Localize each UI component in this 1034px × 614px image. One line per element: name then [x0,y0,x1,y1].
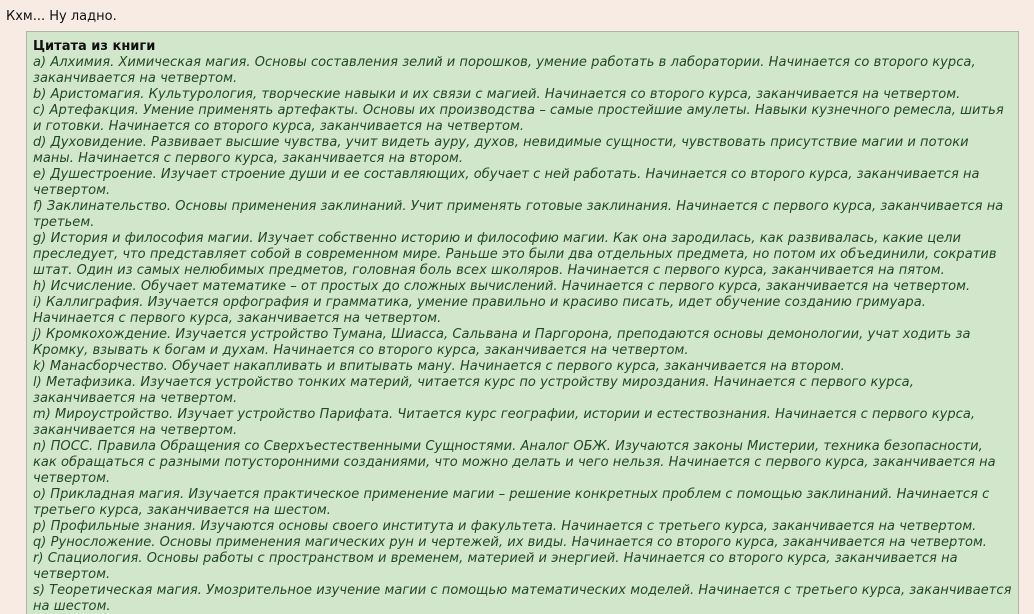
quote-line: f) Заклинательство. Основы применения заклинаний. Учит применять готовые заклинания. Начинается с первого курса, заканчивается на [33,199,1004,214]
quote-line: g) История и философия магии. Изучает собственно историю и философию магии. Как она зародилась, как развивалась, какие цели [33,231,961,246]
quote-line: r) Спациология. Основы работы с пространством и временем, материей и энергией. Начинается со второго курса, заканчивается на [33,551,958,566]
quote-line: j) Кромкохождение. Изучается устройство Тумана, Шиасса, Сальвана и Паргорона, преподаются основы демонологии, учат ходить за [33,327,971,342]
quote-line: четвертом. [33,471,111,486]
quote-title: Цитата из книги [33,39,156,54]
quote-line: d) Духовидение. Развивает высшие чувства, учит видеть ауру, духов, невидимые сущности, чувствовать присутствие магии и потоки [33,135,969,150]
book-quote-block [26,31,1019,614]
quote-line: b) Аристомагия. Культурология, творческие навыки и их связи с магией. Начинается со второго курса, заканчивается на четвертом. [33,87,961,102]
quote-line: Кромку, взывать к богам и духам. Начинается со второго курса, заканчивается на четвертом. [33,343,689,358]
quote-body [33,55,1012,614]
quote-line: e) Душестроение. Изучает строение души и ее составляющих, обучает с ней работать. Начинается со второго курса, заканчивается на [33,167,980,182]
quote-line: заканчивается на четвертом. [33,423,238,438]
quote-line: как обращаться с разными потусторонними созданиями, что можно делать и чего нельзя. Начинается с первого курса, заканчивается на [33,455,996,470]
quote-line: на шестом. [33,599,111,614]
quote-line: четвертом. [33,567,111,582]
quote-line: и готовки. Начинается со второго курса, заканчивается на четвертом. [33,119,525,134]
quote-line: a) Алхимия. Химическая магия. Основы составления зелий и порошков, умение работать в лаборатории. Начинается со второго курса, [33,55,976,70]
quote-line: штат. Один из самых нелюбимых предметов, головная боль всех школяров. Начинается с первого курса, заканчивается на пятом. [33,263,945,278]
quote-line: c) Артефакция. Умение применять артефакты. Основы их производства – самые простейшие амулеты. Навыки кузнечного ремесла, шитья [33,103,1004,118]
quote-line: маны. Начинается с первого курса, заканчивается на втором. [33,151,464,166]
quote-line: l) Метафизика. Изучается устройство тонких материй, читается курс по устройству мироздания. Начинается с первого курса, [33,375,914,390]
quote-line: четвертом. [33,183,111,198]
quote-line: заканчивается на четвертом. [33,71,238,86]
quote-line: o) Прикладная магия. Изучается практическое применение магии – решение конкретных проблем с помощью заклинаний. Начинается с [33,487,990,502]
quote-line: заканчивается на четвертом. [33,391,238,406]
quote-line: k) Манасборчество. Обучает накапливать и впитывать ману. Начинается с первого курса, заканчивается на втором. [33,359,845,374]
quote-line: преследует, что представляет собой в современном мире. Раньше это были два отдельных предмета, но потом их объединили, сократив [33,247,997,262]
quote-line: q) Руносложение. Основы применения магических рун и чертежей, их виды. Начинается со второго курса, заканчивается на четвертом. [33,535,987,550]
quote-line: i) Каллиграфия. Изучается орфография и грамматика, умение правильно и красиво писать, идет обучение созданию гримуара. [33,295,926,310]
quote-line: Начинается с первого курса, заканчивается на четвертом. [33,311,442,326]
quote-line: третьем. [33,215,95,230]
quote-line: n) ПОСС. Правила Обращения со Сверхъестественными Сущностями. Аналог ОБЖ. Изучаются законы Мистерии, техника безопасности, [33,439,983,454]
post-intro-text: Кхм... Ну ладно. [6,9,117,24]
quote-line: третьего курса, заканчивается на шестом. [33,503,331,518]
quote-line: s) Теоретическая магия. Умозрительное изучение магии с помощью математических моделей. Начинается с третьего курса, заканчивается [33,583,1012,598]
quote-line: p) Профильные знания. Изучаются основы своего института и факультета. Начинается с третьего курса, заканчивается на четвертом. [33,519,977,534]
quote-line: h) Исчисление. Обучает математике – от простых до сложных вычислений. Начинается с первого курса, заканчивается на четвертом. [33,279,971,294]
quote-line: m) Мироустройство. Изучает устройство Парифата. Читается курс географии, истории и естествознания. Начинается с первого курса, [33,407,976,422]
